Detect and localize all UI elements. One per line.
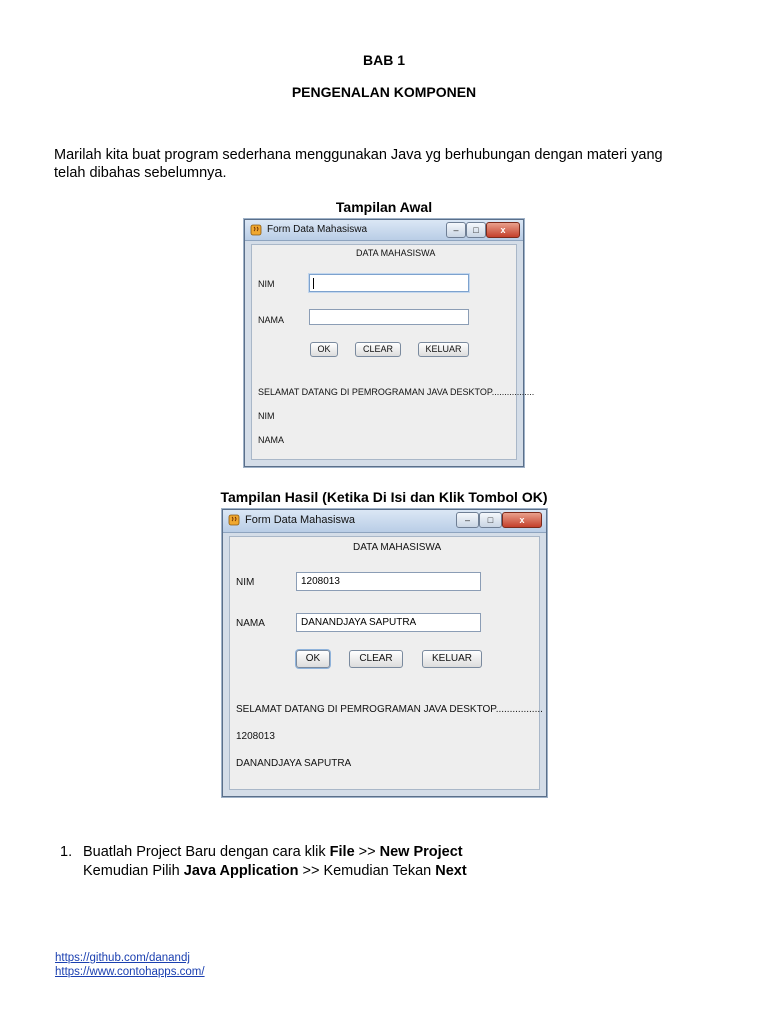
- window-title: Form Data Mahasiswa: [245, 514, 356, 526]
- output-nim-label: 1208013: [236, 731, 275, 742]
- output-nim-label: NIM: [258, 411, 275, 421]
- close-button[interactable]: x: [502, 512, 542, 528]
- welcome-label: SELAMAT DATANG DI PEMROGRAMAN JAVA DESKTOP.................: [236, 704, 543, 715]
- keluar-button[interactable]: KELUAR: [418, 342, 469, 357]
- close-button[interactable]: x: [486, 222, 520, 238]
- step-menu-file: File: [329, 844, 355, 860]
- form-window-initial: [244, 219, 535, 467]
- step-text: >> Kemudian Tekan: [298, 863, 436, 879]
- nim-label: NIM: [258, 279, 275, 289]
- nama-input[interactable]: [309, 309, 469, 325]
- form-title: DATA MAHASISWA: [356, 248, 436, 258]
- step-text: Buatlah Project Baru dengan cara klik: [83, 844, 330, 860]
- step-menu-new-project: New Project: [379, 844, 463, 860]
- window-title: Form Data Mahasiswa: [267, 224, 368, 235]
- form-window-result: [222, 509, 547, 797]
- minimize-button[interactable]: –: [456, 512, 479, 528]
- minimize-button[interactable]: –: [446, 222, 466, 238]
- step-separator: >>: [354, 844, 380, 860]
- java-app-icon: [228, 514, 240, 526]
- clear-button[interactable]: CLEAR: [355, 342, 401, 357]
- nama-label: NAMA: [236, 618, 265, 629]
- nim-label: NIM: [236, 577, 255, 588]
- intro-line-2: telah dibahas sebelumnya.: [54, 165, 227, 181]
- chapter-heading: BAB 1: [362, 52, 405, 68]
- window-content: [251, 244, 535, 460]
- chapter-title: PENGENALAN KOMPONEN: [291, 84, 477, 100]
- java-app-icon: [250, 224, 262, 236]
- keluar-button[interactable]: KELUAR: [422, 650, 482, 668]
- welcome-label: SELAMAT DATANG DI PEMROGRAMAN JAVA DESKTOP.................: [258, 387, 535, 397]
- step-line-2: [83, 862, 467, 881]
- step-text: Kemudian Pilih: [83, 863, 184, 879]
- nim-input[interactable]: [309, 274, 469, 292]
- step-next: Next: [435, 863, 467, 879]
- step-java-application: Java Application: [183, 863, 299, 879]
- window-titlebar[interactable]: [245, 220, 523, 241]
- maximize-button[interactable]: □: [479, 512, 502, 528]
- ok-button[interactable]: OK: [310, 342, 338, 357]
- caption-result: Tampilan Hasil (Ketika Di Isi dan Klik Tombol OK): [220, 489, 548, 505]
- caption-initial: Tampilan Awal: [335, 199, 433, 215]
- step-number: 1.: [60, 844, 73, 860]
- ok-button[interactable]: OK: [296, 650, 330, 668]
- text-caret: [313, 278, 314, 289]
- maximize-button[interactable]: □: [466, 222, 486, 238]
- nama-input[interactable]: DANANDJAYA SAPUTRA: [296, 613, 481, 632]
- website-link[interactable]: https://www.contohapps.com/: [55, 966, 205, 978]
- output-nama-label: DANANDJAYA SAPUTRA: [236, 758, 352, 769]
- clear-button[interactable]: CLEAR: [349, 650, 403, 668]
- nim-input[interactable]: 1208013: [296, 572, 481, 591]
- intro-line-1: Marilah kita buat program sederhana menggunakan Java yg berhubungan dengan materi yang: [54, 147, 663, 163]
- form-title: DATA MAHASISWA: [353, 542, 442, 553]
- output-nama-label: NAMA: [258, 435, 285, 445]
- github-link[interactable]: https://github.com/danandj: [55, 952, 190, 964]
- window-content: [229, 536, 543, 790]
- step-line-1: [83, 843, 463, 862]
- window-titlebar[interactable]: [223, 510, 546, 533]
- nama-label: NAMA: [258, 315, 285, 325]
